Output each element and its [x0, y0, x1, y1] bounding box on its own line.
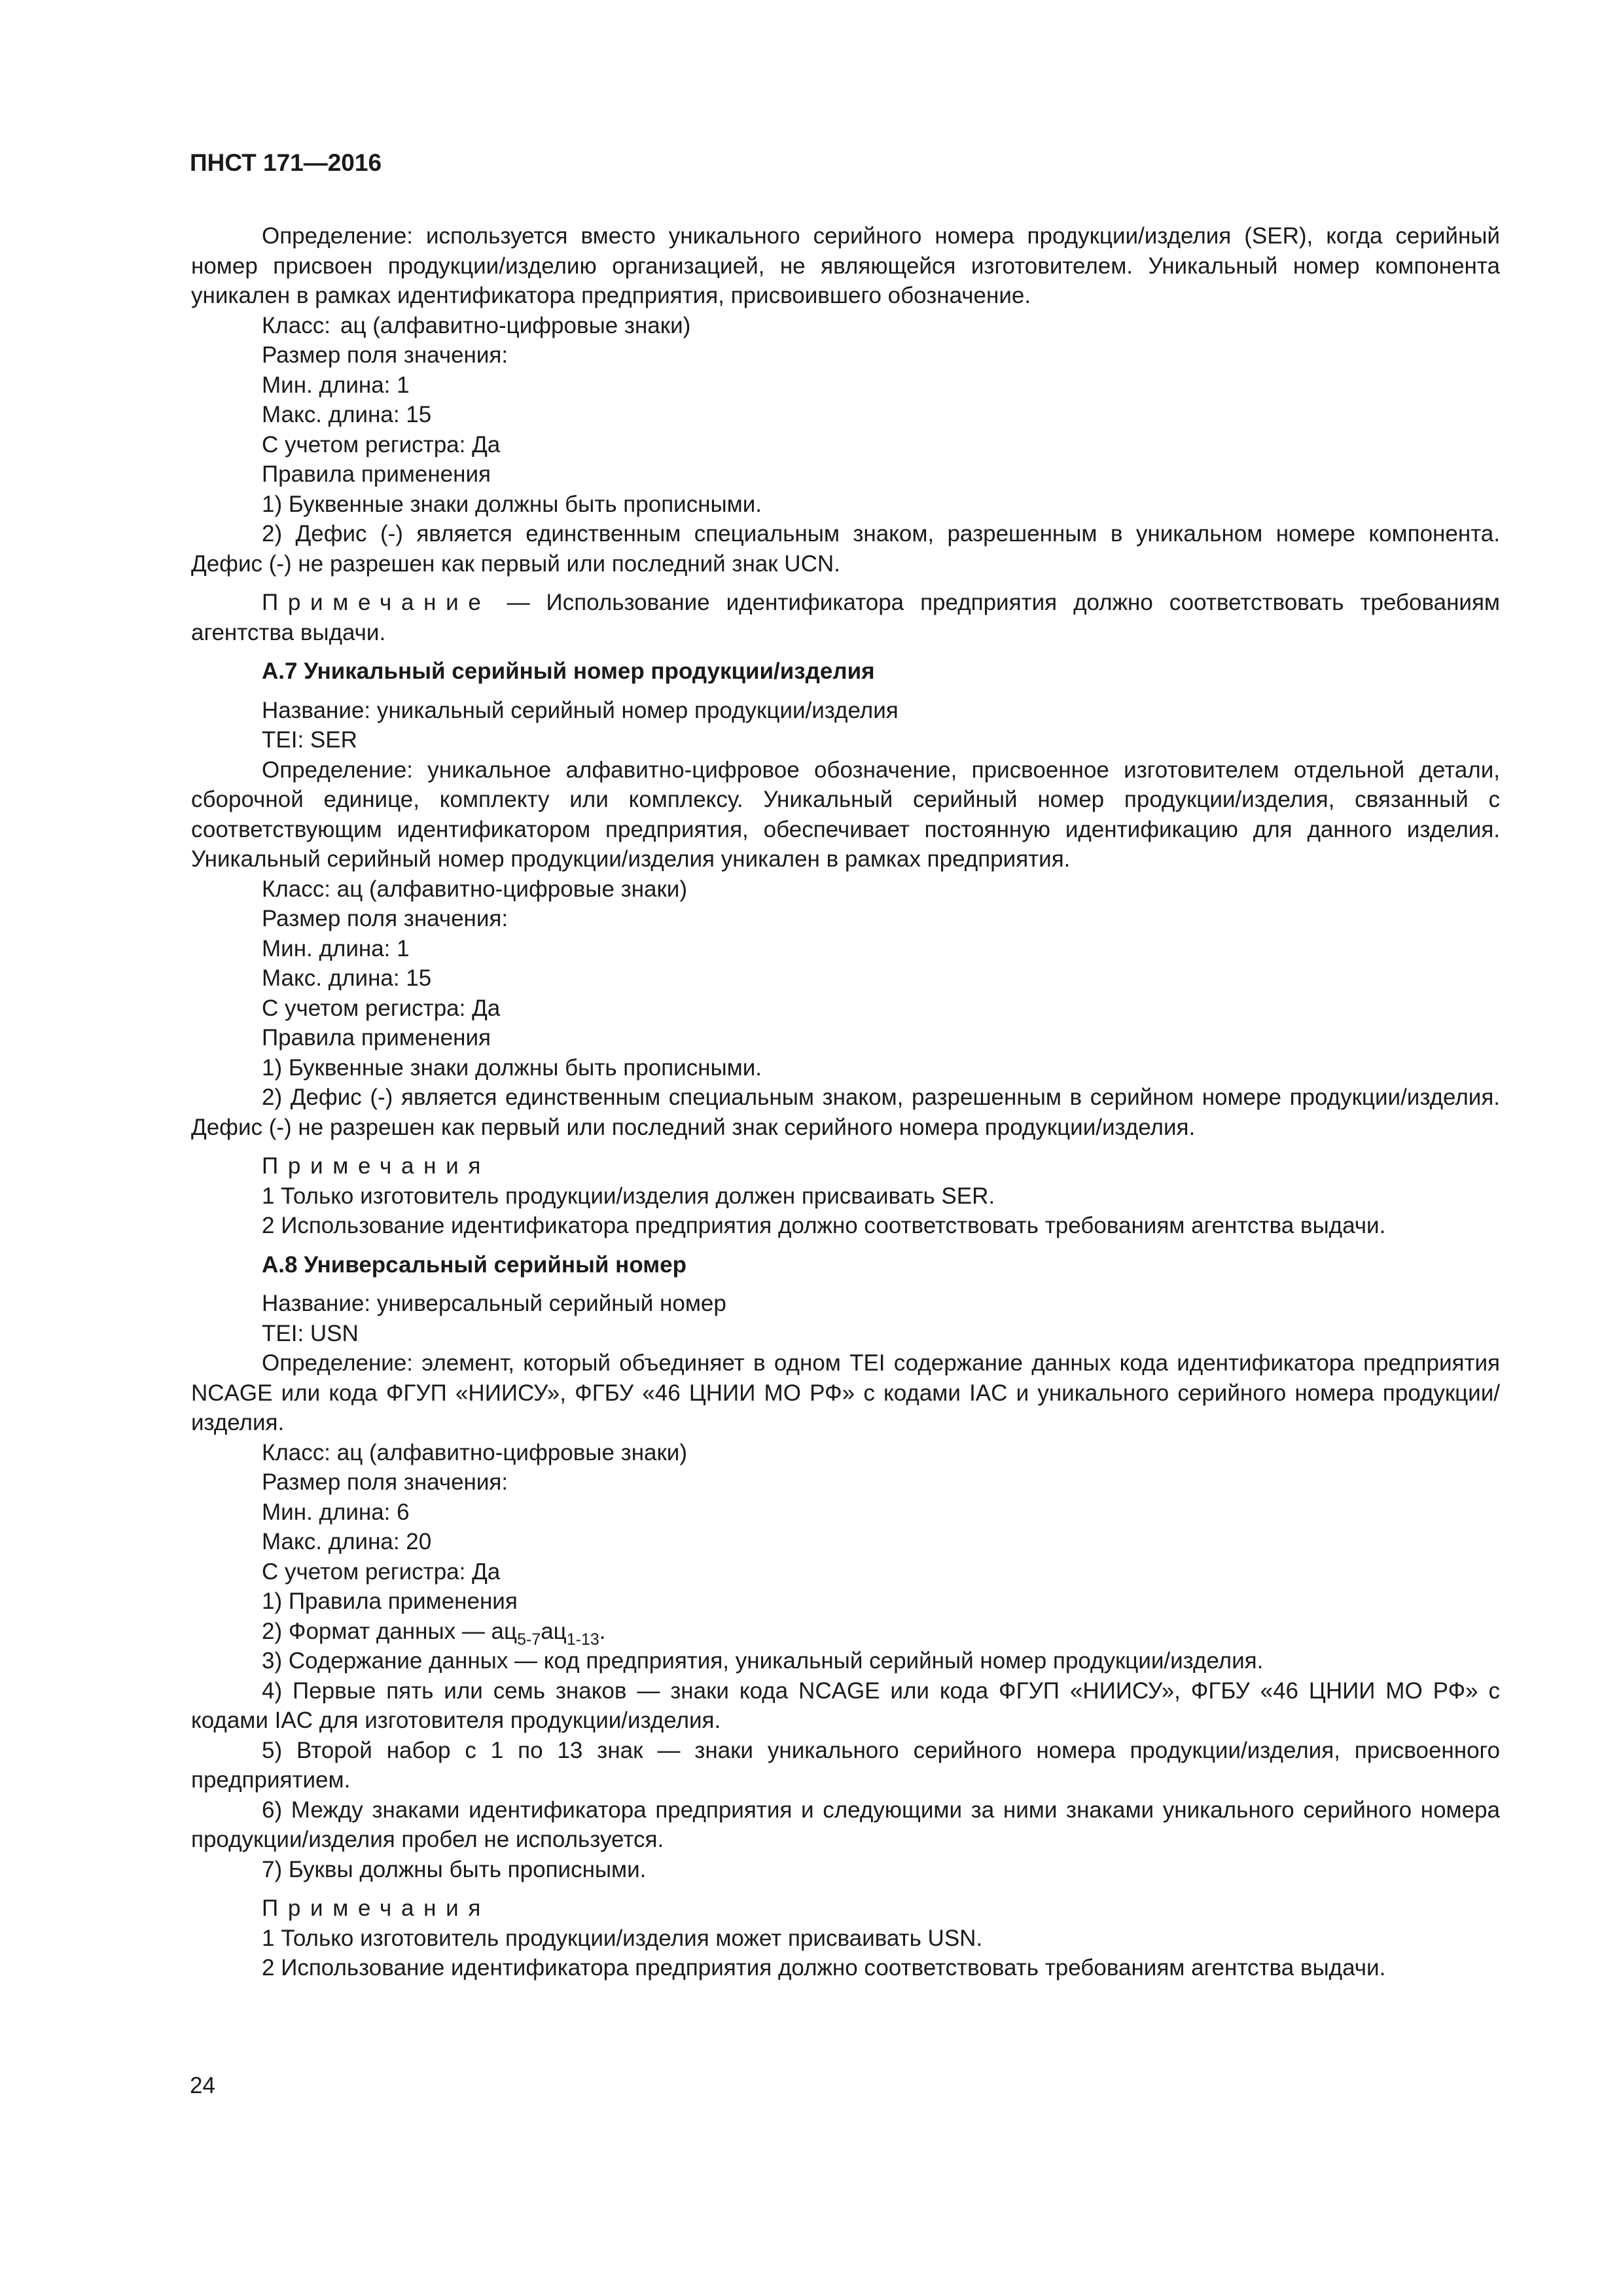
a7-class: Класс: ац (алфавитно-цифровые знаки) [262, 876, 688, 902]
a7-tei: TEI: SER [262, 727, 357, 753]
a7-field-size: Размер поля значения: [262, 906, 508, 931]
a8-min-length: Мин. длина: 6 [262, 1499, 410, 1525]
ucn-class-value: ац (алфавитно-цифровые знаки) [340, 312, 691, 338]
a8-rule-7: 7) Буквы должны быть прописными. [262, 1856, 647, 1882]
ucn-definition: Определение: используется вместо уникального серийного номера продукции/изделия (SER), когда серийный номер присвоен продукции/изделию организацией, не являющейся изготовителем. Уникальный номер компонента уникален в рамках идентификатора предприятия, присвоившего обозначение. [191, 223, 1500, 308]
spacer [191, 647, 1500, 656]
a8-definition: Определение: элемент, который объединяет в одном TEI содержание данных кода идентификатора предприятия NCAGE или кода ФГУП «НИИСУ», ФГБУ «46 ЦНИИ МО РФ» с кодами IAC и уникального серийного номера продукции/изделия. [191, 1350, 1500, 1435]
page-content [191, 221, 1500, 1983]
a8-rule-2-prefix: 2) Формат данных — ац [262, 1618, 518, 1644]
ucn-note [191, 588, 1500, 647]
a7-notes-label-text: Примечания [262, 1153, 491, 1179]
a8-tei: TEI: USN [262, 1320, 359, 1346]
ucn-case-sensitive: С учетом регистра: Да [262, 431, 501, 457]
a8-notes-label-text: Примечания [262, 1895, 491, 1921]
a7-max-length: Макс. длина: 15 [262, 965, 432, 991]
a8-rule-6: 6) Между знаками идентификатора предприятия и следующими за ними знаками уникального серийного номера продукции/изделия пробел не используется. [191, 1797, 1500, 1852]
a8-case-sensitive: С учетом регистра: Да [262, 1558, 501, 1585]
a7-name: Название: уникальный серийный номер продукции/изделия [262, 697, 899, 723]
a8-rule-2-suffix: . [599, 1618, 606, 1644]
a8-class: Класс: ац (алфавитно-цифровые знаки) [262, 1439, 688, 1465]
a7-rule-2: 2) Дефис (-) является единственным специальным знаком, разрешенным в серийном номере продукции/изделия. Дефис (-) не разрешен как первый или последний знак серийного номера продукции/изделия. [191, 1085, 1500, 1140]
a7-min-length: Мин. длина: 1 [262, 935, 410, 961]
spacer [191, 1884, 1500, 1893]
ucn-min-length: Мин. длина: 1 [262, 372, 410, 398]
a7-notes-label [191, 1151, 1500, 1181]
ucn-rule-1: 1) Буквенные знаки должны быть прописными. [262, 491, 762, 517]
a7-case-sensitive: С учетом регистра: Да [262, 995, 501, 1021]
ucn-field-size: Размер поля значения: [262, 342, 508, 368]
ucn-rule-2: 2) Дефис (-) является единственным специальным знаком, разрешенным в уникальном номере компонента. Дефис (-) не разрешен как первый или последний знак UCN. [191, 521, 1500, 577]
spacer [191, 1241, 1500, 1250]
a7-definition: Определение: уникальное алфавитно-цифровое обозначение, присвоенное изготовителем отдельной детали, сборочной единице, комплекту или комплексу. Уникальный серийный номер продукции/изделия, связанный с соответствующим идентификатором предприятия, обеспечивает постоянную идентификацию для данного изделия. Уникальный серийный номер продукции/изделия уникален в рамках предприятия. [191, 757, 1500, 872]
a8-rule-2 [191, 1617, 1500, 1647]
spacer [191, 1280, 1500, 1289]
a8-rule-2-mid: ац [541, 1618, 567, 1644]
a7-rule-1: 1) Буквенные знаки должны быть прописными. [262, 1054, 762, 1081]
spacer [191, 687, 1500, 696]
ucn-class-label: Класс: [262, 312, 330, 338]
section-a7-title: А.7 Уникальный серийный номер продукции/изделия [262, 658, 875, 684]
page-number: 24 [190, 2073, 215, 2098]
a8-rule-1: 1) Правила применения [262, 1588, 518, 1614]
standard-code-header: ПНСТ 171—2016 [190, 149, 382, 176]
ucn-note-label: Примечание [262, 590, 491, 615]
a8-notes-label [191, 1893, 1500, 1924]
ucn-max-length: Макс. длина: 15 [262, 402, 432, 427]
spacer [191, 579, 1500, 588]
a7-rules-title: Правила применения [262, 1025, 491, 1050]
ucn-rules-title: Правила применения [262, 461, 491, 487]
a8-name: Название: универсальный серийный номер [262, 1291, 726, 1316]
a8-rule-5: 5) Второй набор с 1 по 13 знак — знаки уникального серийного номера продукции/изделия, присвоенного предприятием. [191, 1737, 1500, 1793]
a8-rule-4: 4) Первые пять или семь знаков — знаки кода NCAGE или кода ФГУП «НИИСУ», ФГБУ «46 ЦНИИ МО РФ» с кодами IAC для изготовителя продукции/изделия. [191, 1677, 1500, 1733]
ucn-class [191, 311, 1500, 341]
a8-field-size: Размер поля значения: [262, 1469, 508, 1495]
ucn-note-text: — Использование идентификатора предприятия должно соответствовать требованиям агентства выдачи. [191, 590, 1500, 645]
a7-note-1: 1 Только изготовитель продукции/изделия должен присваивать SER. [262, 1183, 995, 1209]
a8-note-2: 2 Использование идентификатора предприятия должно соответствовать требованиям агентства выдачи. [262, 1955, 1386, 1981]
a8-rule-2-subscript-1: 5-7 [517, 1630, 541, 1649]
a8-rule-2-subscript-2: 1-13 [566, 1630, 599, 1649]
a8-rule-3: 3) Содержание данных — код предприятия, уникальный серийный номер продукции/изделия. [262, 1648, 1264, 1674]
a8-note-1: 1 Только изготовитель продукции/изделия может присваивать USN. [262, 1925, 983, 1951]
a8-max-length: Макс. длина: 20 [262, 1529, 432, 1554]
a7-note-2: 2 Использование идентификатора предприятия должно соответствовать требованиям агентства выдачи. [262, 1213, 1386, 1238]
spacer [191, 1142, 1500, 1151]
section-a8-title: А.8 Универсальный серийный номер [262, 1251, 687, 1278]
